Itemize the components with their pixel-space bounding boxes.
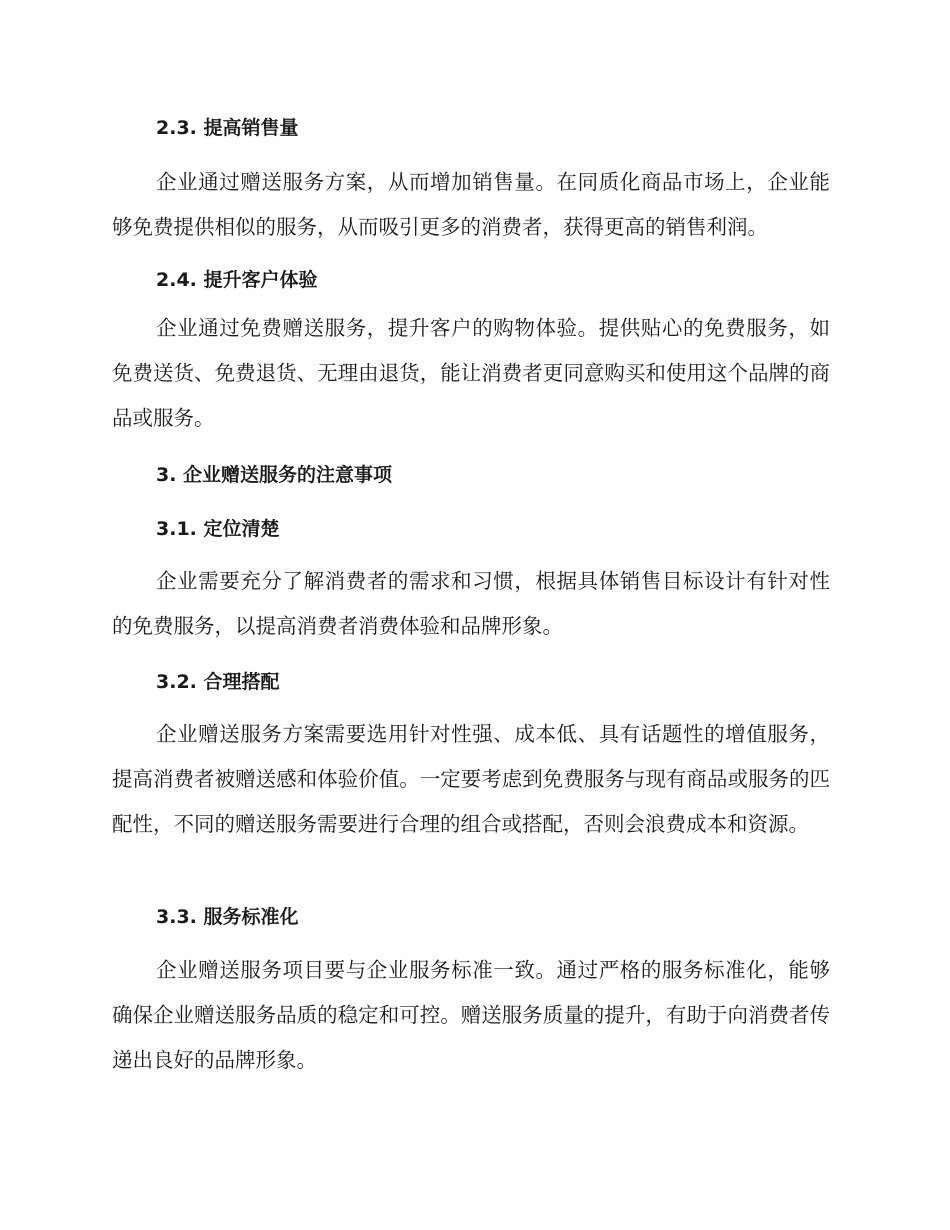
section-body-3-2: 企业赠送服务方案需要选用针对性强、成本低、具有话题性的增值服务，提高消费者被赠送感和体验价值。一定要考虑到免费服务与现有商品或服务的匹配性，不同的赠送服务需要进行合理的组合或搭配，否则会浪费成本和资源。 <box>112 722 830 836</box>
section-heading-3-3: 3.3. 服务标准化 <box>156 906 299 928</box>
section-body-3-3: 企业赠送服务项目要与企业服务标准一致。通过严格的服务标准化，能够确保企业赠送服务品质的稳定和可控。赠送服务质量的提升，有助于向消费者传递出良好的品牌形象。 <box>112 958 830 1072</box>
section-heading-3: 3. 企业赠送服务的注意事项 <box>156 464 393 486</box>
section-body-2-4: 企业通过免费赠送服务，提升客户的购物体验。提供贴心的免费服务，如免费送货、免费退货、无理由退货，能让消费者更同意购买和使用这个品牌的商品或服务。 <box>112 316 830 430</box>
section-body-3-1: 企业需要充分了解消费者的需求和习惯，根据具体销售目标设计有针对性的免费服务，以提高消费者消费体验和品牌形象。 <box>112 569 830 638</box>
section-heading-2-3: 2.3. 提高销售量 <box>156 117 299 139</box>
section-heading-2-4: 2.4. 提升客户体验 <box>156 269 318 291</box>
section-heading-3-1: 3.1. 定位清楚 <box>156 518 280 540</box>
section-heading-3-2: 3.2. 合理搭配 <box>156 671 280 693</box>
section-body-2-3: 企业通过赠送服务方案，从而增加销售量。在同质化商品市场上，企业能够免费提供相似的服务，从而吸引更多的消费者，获得更高的销售利润。 <box>112 170 830 239</box>
